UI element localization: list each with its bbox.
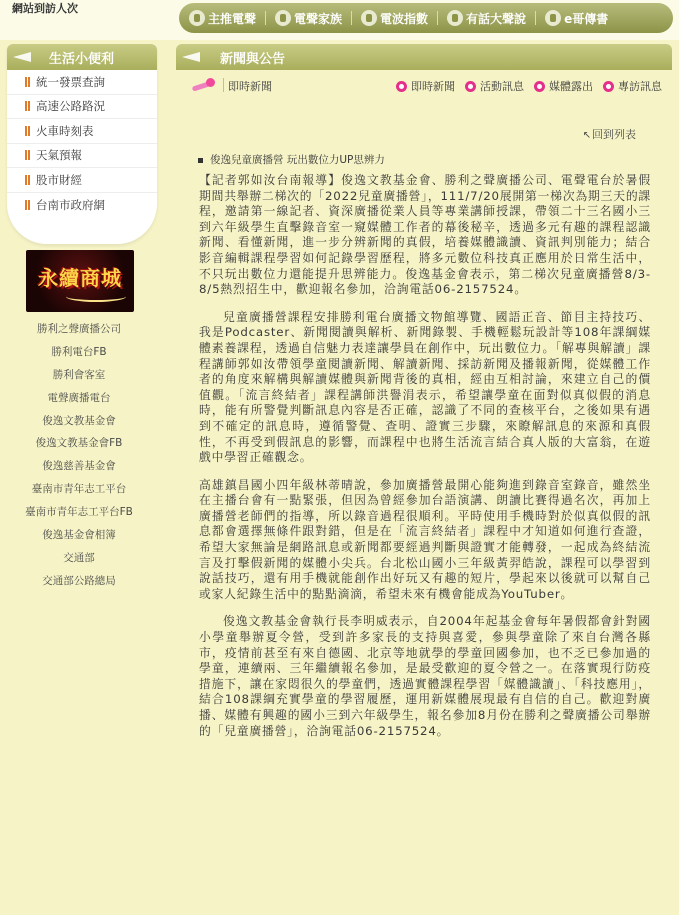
square-bullet-icon bbox=[198, 158, 203, 163]
tab-label: 專訪訊息 bbox=[618, 80, 662, 93]
nav-divider bbox=[265, 11, 266, 25]
nav-item-voice[interactable] bbox=[447, 10, 526, 27]
sidebar-item-label: 火車時刻表 bbox=[36, 123, 94, 138]
link-diansheng-radio[interactable]: 電聲廣播電台 bbox=[47, 391, 111, 404]
link-victory-fb[interactable]: 勝利電台FB bbox=[51, 345, 107, 358]
article-paragraph: 【記者郭如汝台南報導】俊逸文教基金會、勝利之聲廣播公司、電聲電台於暑假期間共舉辦二梯次的「2022兒童廣播營」，111/7/20展開第一梯次為期三天的課程，邀請第一線記者、資深廣播從業人員等專業講師授課，帶領二十三名國小三到六年級學生直擊錄音室一窺媒體工作者的幕後秘辛，透過多元有趣的課程認識新聞、看懂新聞，進一步分辨新聞的真假，培養媒體識讀、資訊判別能力；結合影音編輯課程學習如何記錄學習歷程，將多元數位科技真正應用於日常生活中，不只玩出數位力還能提升思辨能力。俊逸基金會表示，第二梯次兒童廣播營8/3-8/5熱烈招生中，歡迎報名參加，洽詢電話06-2157524。 bbox=[199, 173, 652, 297]
sidebar-item-highway[interactable] bbox=[7, 95, 157, 120]
article-paragraph: 高雄鎮昌國小四年級林蒂晴說，參加廣播營最開心能夠進到錄音室錄音，雖然坐在主播台會有一點緊張，但因為曾經參加台語演講、朗讀比賽得過名次，再加上廣播營老師們的指導，所以錄音過程很順利。平時使用手機時對於似真似假的訊息都會選擇無條件跟對錯，但是在「流言終結者」課程中才知道如何進行查證，希望大家無論是網路訊息或新聞都要經過判斷與證實才能轉發，一起成為終結流言及打擊假新聞的媒體小尖兵。台北松山國小三年級黃羿皓說，課程可以學習到說話技巧，還有用手機就能創作出好玩又有趣的短片，學起來以後就可以幫自己或家人紀錄生活中的點點滴滴，希望未來有機會能成為YouTuber。 bbox=[199, 477, 651, 601]
nav-label: 有話大聲說 bbox=[466, 11, 527, 26]
related-links bbox=[0, 319, 158, 594]
bullet-icon bbox=[25, 77, 30, 87]
bullet-circle-icon bbox=[603, 81, 614, 92]
sidebar-item-label: 高速公路路況 bbox=[36, 99, 105, 114]
tab-interviews[interactable] bbox=[603, 78, 662, 94]
divider bbox=[223, 78, 224, 92]
pen-icon bbox=[192, 78, 218, 92]
bullet-circle-icon bbox=[396, 81, 407, 92]
nav-label: e哥傳書 bbox=[564, 11, 609, 26]
bullet-icon bbox=[25, 101, 30, 111]
sidebar-item-train[interactable] bbox=[7, 119, 157, 144]
link-junyi-foundation[interactable]: 俊逸文教基金會 bbox=[42, 414, 116, 427]
nav-item-index[interactable] bbox=[361, 10, 428, 27]
link-junyi-foundation-fb[interactable]: 俊逸文教基金會FB bbox=[35, 437, 123, 450]
nav-divider bbox=[535, 11, 536, 25]
megaphone-icon bbox=[13, 50, 35, 64]
link-victory-voice[interactable]: 勝利之聲廣播公司 bbox=[37, 323, 121, 335]
bullet-icon bbox=[25, 175, 30, 185]
link-youth-volunteer[interactable]: 臺南市青年志工平台 bbox=[31, 483, 127, 496]
sidebar-item-tainan-gov[interactable] bbox=[7, 193, 157, 218]
current-category: 即時新聞 bbox=[228, 80, 272, 93]
sidebar-item-label: 台南市政府網 bbox=[36, 197, 105, 212]
chat-icon bbox=[447, 10, 463, 26]
broadcast-icon bbox=[275, 10, 291, 26]
sidebar-item-label: 股市財經 bbox=[36, 172, 82, 187]
sidebar-item-label: 統一發票查詢 bbox=[36, 74, 105, 89]
bullet-circle-icon bbox=[534, 81, 545, 92]
tab-instant-news[interactable] bbox=[396, 78, 455, 94]
news-header bbox=[176, 44, 672, 70]
back-label: 回到列表 bbox=[592, 128, 636, 141]
nav-item-main[interactable] bbox=[189, 10, 256, 27]
tab-label: 媒體露出 bbox=[549, 80, 593, 93]
link-victory-room[interactable]: 勝利會客室 bbox=[52, 368, 106, 381]
article-title bbox=[198, 152, 385, 167]
nav-item-mail[interactable] bbox=[545, 10, 608, 27]
nav-label: 主推電聲 bbox=[208, 11, 257, 26]
main-content bbox=[176, 44, 672, 100]
nav-divider bbox=[351, 11, 352, 25]
nav-item-family[interactable] bbox=[275, 10, 342, 27]
news-subheader bbox=[176, 70, 672, 100]
top-bar bbox=[0, 0, 679, 40]
tab-label: 活動訊息 bbox=[480, 80, 524, 93]
sidebar-item-weather[interactable] bbox=[7, 144, 157, 169]
nav-divider bbox=[437, 11, 438, 25]
bullet-icon bbox=[25, 200, 30, 210]
tab-media[interactable] bbox=[534, 78, 593, 94]
life-tools-menu bbox=[7, 70, 157, 217]
bullet-circle-icon bbox=[465, 81, 476, 92]
sidebar-item-label: 天氣預報 bbox=[36, 148, 82, 163]
sustainable-mall-banner[interactable] bbox=[26, 250, 134, 312]
tab-label: 即時新聞 bbox=[411, 80, 455, 93]
banner-text: 永續商城 bbox=[38, 266, 122, 290]
mail-icon bbox=[545, 10, 561, 26]
bullet-icon bbox=[25, 150, 30, 160]
life-tools-title: 生活小便利 bbox=[49, 51, 115, 67]
signal-icon bbox=[361, 10, 377, 26]
sidebar-item-invoice[interactable] bbox=[7, 70, 157, 95]
article-paragraph: 俊逸文教基金會執行長李明威表示，自2004年起基金會每年暑假都會針對國小學童舉辦夏令營，受到許多家長的支持與喜愛，參與學童除了來自台灣各縣市，疫情前甚至有來自德國、北京等地就學的學童回國參加，也不乏已參加過的學童，連續兩、三年繼續報名參加，是最受歡迎的夏令營之一。在落實現行防疫措施下，讓在家悶很久的學童們，透過實體課程學習「媒體識讀」、「科技應用」，結合108課綱充實學童的學習履歷，運用新媒體展現最有自信的自己。歡迎對廣播、媒體有興趣的國小三到六年級學生，報名參加8月份在勝利之聲廣播公司舉辦的「兒童廣播營」，洽詢電話06-2157524。 bbox=[199, 614, 651, 738]
sidebar-item-stocks[interactable] bbox=[7, 168, 157, 193]
article-paragraph: 兒童廣播營課程安排勝利電台廣播文物館導覽、國語正音、節目主持技巧、我是Podcaster、新聞閱讀與解析、新聞錄製、手機輕鬆玩設計等108年課綱媒體素養課程，透過自信魅力表達讓學員在創作中，玩出數位力。「解專與解讀」課程講師郭如汝帶領學童閱讀新聞、解讀新聞、採訪新聞及播報新聞，從媒體工作者的角度來解構與解讀媒體與新聞背後的真相，經由互相討論，來建立自己的價值觀。「流言終結者」課程講師洪譽涓表示，希望讓學童在面對似真似假的消息時，能有所警覺判斷訊息內容是否正確，認識了不同的查核平台，之後如果有遇到不確定的訊息時，遵循警覺、查明、證實三步驟，來瞭解訊息的來源和真假性，不再受到假訊息的影響，而課程中也將生活流言結合真人版的大富翁，在遊戲中學習正確觀念。 bbox=[199, 309, 651, 465]
nav-label: 電波指數 bbox=[380, 11, 429, 26]
tab-events[interactable] bbox=[465, 78, 524, 94]
life-tools-header bbox=[7, 44, 157, 70]
category-tabs bbox=[386, 78, 662, 94]
left-sidebar bbox=[0, 40, 166, 915]
nav-label: 電聲家族 bbox=[294, 11, 343, 26]
bullet-icon bbox=[25, 126, 30, 136]
link-junyi-album[interactable]: 俊逸基金會相簿 bbox=[42, 529, 116, 542]
person-icon bbox=[189, 10, 205, 26]
link-motc[interactable]: 交通部 bbox=[63, 551, 95, 564]
article-body bbox=[199, 173, 651, 751]
link-youth-volunteer-fb[interactable]: 臺南市青年志工平台FB bbox=[25, 506, 133, 519]
article-title-text: 俊逸兒童廣播營 玩出數位力UP思辨力 bbox=[210, 154, 385, 166]
link-junyi-charity[interactable]: 俊逸慈善基金會 bbox=[42, 460, 116, 473]
visitor-count-link[interactable]: 網站到訪人次 bbox=[12, 2, 78, 15]
megaphone-icon bbox=[182, 50, 204, 64]
back-to-list-link[interactable] bbox=[583, 126, 636, 142]
life-tools-panel bbox=[7, 44, 157, 244]
banner-swoosh bbox=[66, 291, 126, 302]
arrow-up-left-icon: ↖ bbox=[582, 130, 591, 141]
top-nav bbox=[179, 3, 673, 33]
link-highway-bureau[interactable]: 交通部公路總局 bbox=[42, 574, 116, 587]
news-title: 新聞與公告 bbox=[220, 51, 286, 67]
